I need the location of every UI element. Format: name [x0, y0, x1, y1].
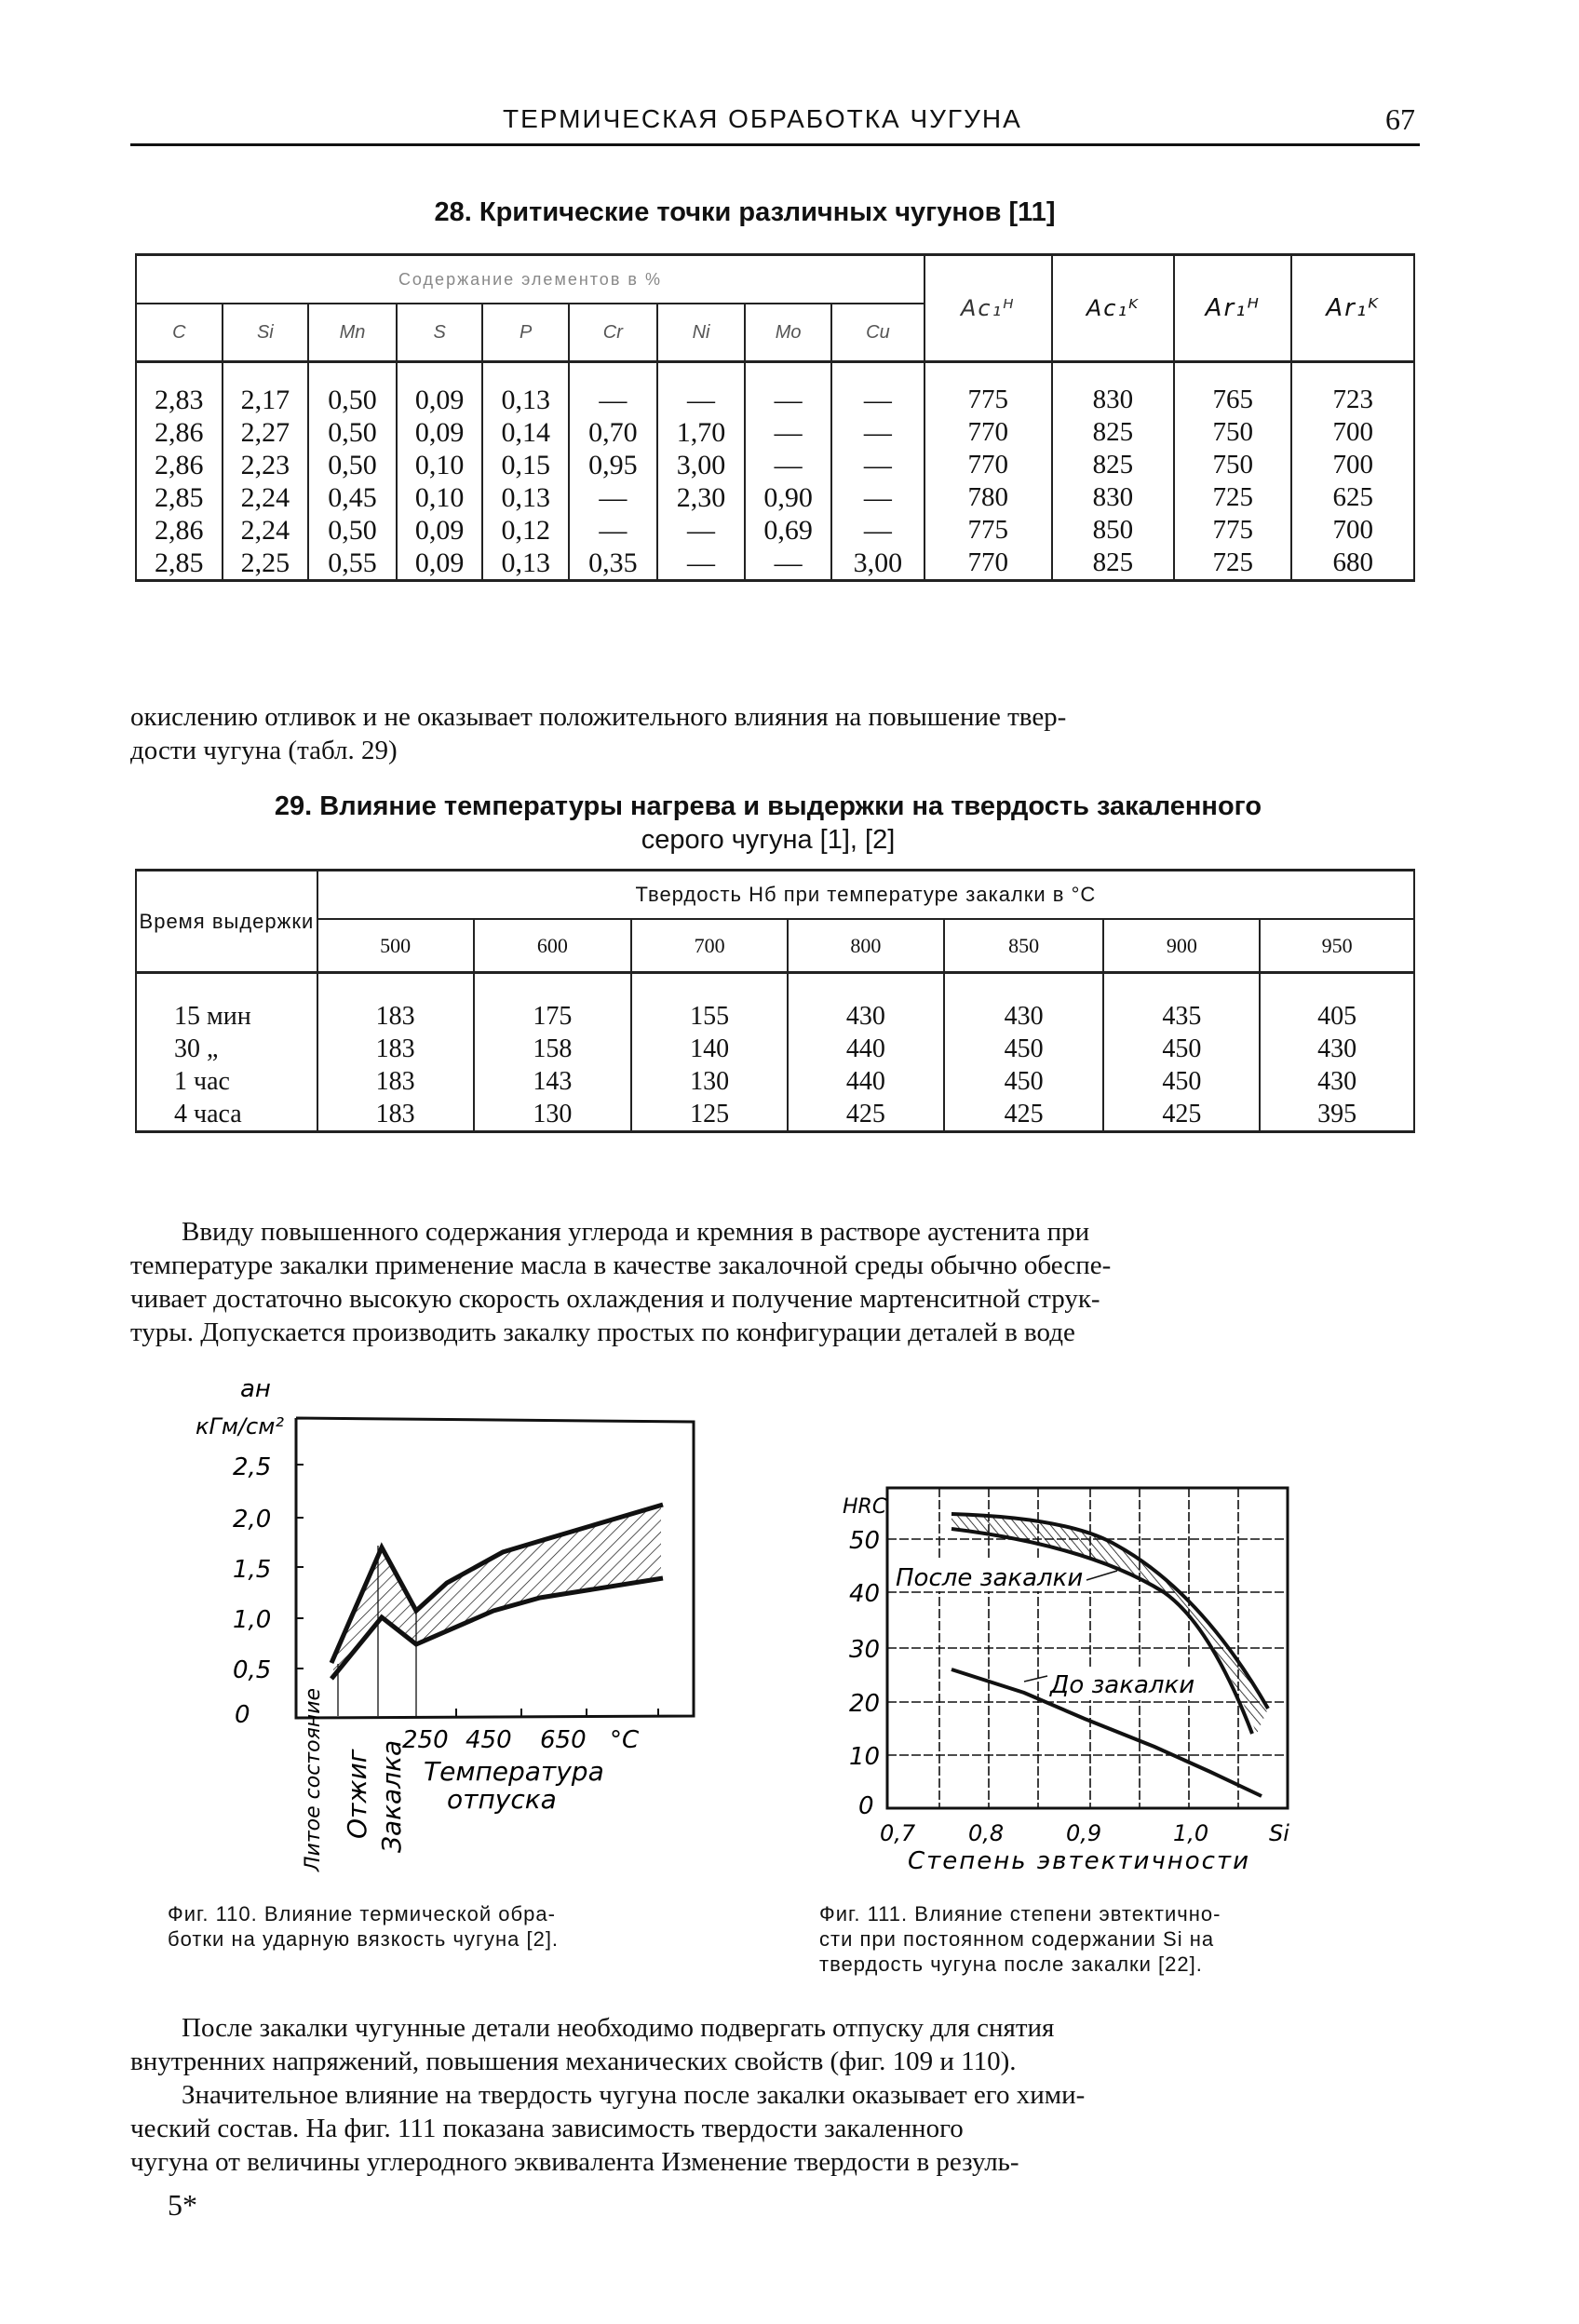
page-number: 67 — [1385, 102, 1415, 136]
table29-value: 450 — [1162, 1034, 1202, 1063]
table28-value: — — [863, 385, 892, 415]
paragraph-2 — [130, 1215, 1420, 1349]
table28-value: 0,50 — [328, 385, 377, 415]
table28-value: 2,86 — [155, 515, 204, 546]
table28 — [135, 253, 1415, 582]
table29-time: 15 мин — [174, 1002, 251, 1031]
table28-value: 725 — [1212, 547, 1254, 577]
table28-value: 770 — [967, 417, 1009, 447]
table28-col-4: P — [482, 304, 569, 362]
table28-col-9: Ac₁ᴴ — [924, 255, 1052, 362]
running-head-title: ТЕРМИЧЕСКАЯ ОБРАБОТКА ЧУГУНА — [503, 104, 1022, 133]
table29-value: 155 — [690, 1002, 730, 1031]
fig111-label-after: После закалки — [896, 1564, 1084, 1592]
table29-temp-header: 500 — [317, 919, 474, 973]
table28-value: 3,00 — [853, 547, 903, 578]
table28-value: — — [863, 450, 892, 480]
table28-column-cell — [831, 362, 924, 581]
table28-value: 0,15 — [501, 450, 550, 480]
figure-110-caption — [168, 1901, 726, 1952]
fig111-label-before: До закалки — [1050, 1671, 1195, 1699]
table28-value: 2,23 — [240, 450, 290, 480]
table29-value: 450 — [1004, 1067, 1044, 1096]
fig110-ytick-5: 0 — [235, 1701, 250, 1729]
table28-value: 0,50 — [328, 450, 377, 480]
table29-value: 440 — [845, 1034, 885, 1063]
figure-110-caption-line-1: Фиг. 110. Влияние термической обра- — [168, 1902, 556, 1925]
figure-110-caption-line-2: ботки на ударную вязкость чугуна [2]. — [168, 1927, 560, 1951]
paragraph-2-line-4: туры. Допускается производить закалку простых по конфигурации деталей в воде — [130, 1317, 1075, 1347]
table28-value: 825 — [1092, 547, 1134, 577]
table28-value: 0,09 — [414, 385, 465, 415]
paragraph-4-line-2: ческий состав. На фиг. 111 показана зависимость твердости закаленного — [130, 2114, 964, 2143]
table29-column-cell — [944, 973, 1104, 1132]
table28-value: 0,13 — [501, 547, 550, 578]
fig110-xlabel-line-2: отпуска — [447, 1784, 557, 1815]
fig111-xtick-4: Si — [1269, 1820, 1289, 1846]
table29-value: 430 — [1317, 1034, 1357, 1063]
table28-value: 0,14 — [501, 417, 550, 448]
table28-value: 750 — [1212, 417, 1254, 447]
paragraph-1 — [130, 700, 1415, 767]
fig110-ytick-4: 0,5 — [233, 1656, 272, 1684]
fig110-xtick-1: 450 — [466, 1726, 512, 1754]
fig110-xtick-0: 250 — [402, 1726, 449, 1754]
fig110-ytick-2: 1,5 — [233, 1556, 272, 1584]
fig110-state-annealed: Отжиг — [342, 1749, 372, 1839]
table28-value: 723 — [1332, 385, 1373, 414]
table29-value: 395 — [1317, 1100, 1357, 1128]
table28-column-cell — [1291, 362, 1414, 581]
table28-value: — — [599, 515, 628, 546]
fig111-xtick-1: 0,8 — [968, 1820, 1005, 1846]
figure-111-caption — [819, 1901, 1397, 1977]
table28-value: 680 — [1332, 547, 1373, 577]
table28-value: — — [687, 547, 716, 578]
table28-value: 2,24 — [240, 515, 290, 546]
table28-value: — — [863, 515, 892, 546]
fig111-xtick-3: 1,0 — [1173, 1820, 1209, 1846]
table28-value: 2,24 — [240, 482, 290, 513]
table28-col-6: Ni — [657, 304, 746, 362]
paragraph-2-line-3: чивает достаточно высокую скорость охлаждения и получение мартенситной струк- — [130, 1284, 1100, 1314]
paragraph-3 — [130, 2011, 1420, 2179]
table28-value: 700 — [1332, 417, 1373, 447]
table28-value: — — [863, 482, 892, 513]
table28-value: — — [599, 482, 628, 513]
table28-value: 1,70 — [676, 417, 726, 448]
figure-111-caption-line-3: твердость чугуна после закалки [22]. — [819, 1952, 1203, 1976]
fig111-ytick-1: 40 — [849, 1580, 881, 1608]
table29-value: 440 — [845, 1067, 885, 1096]
table28-col-3: S — [397, 304, 483, 362]
table29-value: 450 — [1162, 1067, 1202, 1096]
table28-value: 775 — [967, 515, 1009, 545]
table29-column-cell — [474, 973, 632, 1132]
table28-value: 2,27 — [240, 417, 290, 448]
table29-column-cell — [788, 973, 944, 1132]
table28-col-5: Cr — [569, 304, 657, 362]
fig110-ylabel-unit: кГм/см² — [196, 1413, 284, 1439]
table28-value: 0,10 — [414, 450, 465, 480]
fig111-ytick-2: 30 — [849, 1636, 881, 1664]
table28-column-cell — [482, 362, 569, 581]
table29-column-cell — [1103, 973, 1260, 1132]
fig111-xtick-0: 0,7 — [880, 1820, 916, 1846]
table28-value: 0,35 — [588, 547, 638, 578]
table28-column-cell — [745, 362, 831, 581]
fig110-xlabel-line-1: Температура — [424, 1756, 604, 1787]
fig110-ytick-0: 2,5 — [233, 1453, 272, 1481]
table28-col-11: Ar₁ᴴ — [1174, 255, 1291, 362]
table28-value: 0,50 — [328, 417, 377, 448]
fig110-ytick-3: 1,0 — [233, 1606, 272, 1634]
fig110-xtick-2: 650 — [540, 1726, 587, 1754]
figure-110-chart — [158, 1359, 736, 1881]
table28-col-0: C — [136, 304, 223, 362]
table29-value: 183 — [375, 1100, 415, 1128]
table28-value: — — [599, 385, 628, 415]
table28-col-8: Cu — [831, 304, 924, 362]
table28-column-cell — [657, 362, 746, 581]
table28-value: 775 — [1212, 515, 1254, 545]
table29-caption-line-2: серого чугуна [1], [2] — [641, 825, 896, 855]
table28-value: 700 — [1332, 450, 1373, 480]
table28-value: 0,95 — [588, 450, 638, 480]
table29-value: 435 — [1162, 1002, 1202, 1031]
paragraph-3-line-1: После закалки чугунные детали необходимо подвергать отпуску для снятия — [182, 2013, 1055, 2043]
table28-col-7: Mo — [745, 304, 831, 362]
table28-column-cell — [1174, 362, 1291, 581]
table28-col-1: Si — [223, 304, 309, 362]
table29-value: 430 — [1317, 1067, 1357, 1096]
table28-column-cell — [924, 362, 1052, 581]
table29-row-header: Время выдержки — [136, 871, 317, 973]
table28-value: 0,55 — [328, 547, 377, 578]
table29-temp-header: 700 — [631, 919, 788, 973]
table28-value: 780 — [967, 482, 1009, 512]
table28-value: 775 — [967, 385, 1009, 414]
table29-value: 183 — [375, 1034, 415, 1063]
table28-value: 0,13 — [501, 482, 550, 513]
paragraph-3-line-2: внутренних напряжений, повышения механических свойств (фиг. 109 и 110). — [130, 2047, 1017, 2076]
table28-column-cell — [308, 362, 397, 581]
table28-value: 825 — [1092, 450, 1134, 480]
table29-value: 125 — [690, 1100, 730, 1128]
table29-value: 425 — [1004, 1100, 1044, 1128]
table29-column-cell — [317, 973, 474, 1132]
table28-value: 0,10 — [414, 482, 465, 513]
table28-value: 2,17 — [240, 385, 290, 415]
table28-column-cell — [136, 362, 223, 581]
paragraph-4-line-1: Значительное влияние на твердость чугуна после закалки оказывает его хими- — [182, 2080, 1086, 2110]
table29-temp-header: 600 — [474, 919, 632, 973]
fig110-ylabel-top: aн — [240, 1375, 271, 1403]
table29-time: 1 час — [174, 1067, 230, 1096]
paragraph-2-line-2: температуре закалки применение масла в качестве закалочной среды обычно обеспе- — [130, 1250, 1112, 1280]
table28-value: 0,09 — [414, 547, 465, 578]
table29-value: 425 — [845, 1100, 885, 1128]
table28-value: 825 — [1092, 417, 1134, 447]
table28-body — [136, 362, 1414, 581]
table28-value: 0,09 — [414, 417, 465, 448]
table28-value: 2,30 — [676, 482, 726, 513]
table28-value: 0,70 — [588, 417, 638, 448]
table29-temp-header: 950 — [1260, 919, 1414, 973]
table28-column-cell — [223, 362, 309, 581]
table28-value: 0,13 — [501, 385, 550, 415]
table28-value: 2,85 — [155, 547, 204, 578]
table28-caption: 28. Критические точки различных чугунов [11] — [434, 197, 1056, 227]
table29-temp-header: 800 — [788, 919, 944, 973]
running-head — [130, 104, 1434, 142]
table29-time-cell — [136, 973, 317, 1132]
table29-value: 183 — [375, 1067, 415, 1096]
table28-value: 0,45 — [328, 482, 377, 513]
fig110-ytick-1: 2,0 — [233, 1506, 272, 1534]
signature-mark: 5* — [168, 2188, 197, 2222]
fig111-ytick-0: 50 — [849, 1527, 881, 1555]
table29-temps-row — [136, 919, 1414, 973]
table29 — [135, 869, 1415, 1133]
table28-value: 750 — [1212, 450, 1254, 480]
table28-value: — — [687, 515, 716, 546]
table28-value: 770 — [967, 450, 1009, 480]
table29-value: 175 — [533, 1002, 573, 1031]
table28-value: — — [774, 385, 803, 415]
paragraph-1-line-1: окислению отливок и не оказывает положительного влияния на повышение твер- — [130, 702, 1067, 732]
table29-body — [136, 973, 1414, 1132]
paragraph-4-line-3: чугуна от величины углеродного эквивалента Изменение твердости в резуль- — [130, 2147, 1019, 2177]
table29-column-cell — [631, 973, 788, 1132]
table29-value: 143 — [533, 1067, 573, 1096]
table28-value: 0,09 — [414, 515, 465, 546]
figure-111-chart — [810, 1462, 1331, 1871]
table28-value: 700 — [1332, 515, 1373, 545]
table28-value: 2,86 — [155, 417, 204, 448]
table28-value: 0,50 — [328, 515, 377, 546]
table28-value: 2,83 — [155, 385, 204, 415]
fig111-xlabel: Степень эвтектичности — [908, 1847, 1250, 1871]
table29-caption — [186, 790, 1350, 857]
table28-value: — — [774, 450, 803, 480]
table28-value: — — [863, 417, 892, 448]
table28-column-cell — [1052, 362, 1175, 581]
table29-value: 158 — [533, 1034, 573, 1063]
figure-111-caption-line-2: сти при постоянном содержании Si на — [819, 1927, 1215, 1951]
table28-value: 0,90 — [763, 482, 813, 513]
table28-value: — — [774, 417, 803, 448]
table29-time: 4 часа — [174, 1100, 242, 1128]
fig111-ylabel: HRC — [843, 1495, 887, 1519]
table28-group-header: Содержание элементов в % — [136, 255, 924, 304]
table28-value: — — [687, 385, 716, 415]
table28-value: 0,12 — [501, 515, 550, 546]
figure-111-caption-line-1: Фиг. 111. Влияние степени эвтектично- — [819, 1902, 1221, 1925]
table28-column-cell — [397, 362, 483, 581]
table28-value: 2,25 — [240, 547, 290, 578]
header-rule — [130, 143, 1420, 146]
table29-time: 30 „ — [174, 1034, 219, 1063]
table28-value: 725 — [1212, 482, 1254, 512]
table29-temp-header: 900 — [1103, 919, 1260, 973]
table28-value: 0,69 — [763, 515, 813, 546]
table28-value: 2,86 — [155, 450, 204, 480]
table28-value: 830 — [1092, 385, 1134, 414]
fig111-ytick-5: 0 — [858, 1792, 874, 1820]
table29-value: 405 — [1317, 1002, 1357, 1031]
table29-column-cell — [1260, 973, 1414, 1132]
table29-value: 430 — [845, 1002, 885, 1031]
table29-value: 183 — [375, 1002, 415, 1031]
table28-col-10: Ac₁ᴷ — [1052, 255, 1175, 362]
paragraph-2-line-1: Ввиду повышенного содержания углерода и кремния в растворе аустенита при — [182, 1217, 1090, 1247]
table28-value: 850 — [1092, 515, 1134, 545]
table28-value: 770 — [967, 547, 1009, 577]
fig110-xtick-3: °C — [610, 1726, 640, 1754]
table29-value: 430 — [1004, 1002, 1044, 1031]
table29-group-header: Твердость Hб при температуре закалки в °С — [317, 871, 1414, 920]
table28-value: 2,85 — [155, 482, 204, 513]
fig110-state-cast: Литое состояние — [302, 1687, 325, 1871]
table28-column-cell — [569, 362, 657, 581]
fig111-ytick-4: 10 — [849, 1743, 881, 1771]
fig111-xtick-2: 0,9 — [1066, 1820, 1102, 1846]
table29-value: 140 — [690, 1034, 730, 1063]
table29-value: 130 — [533, 1100, 573, 1128]
table28-value: 3,00 — [676, 450, 726, 480]
paragraph-1-line-2: дости чугуна (табл. 29) — [130, 736, 398, 765]
table29-caption-line-1: 29. Влияние температуры нагрева и выдержки на твердость закаленного — [274, 791, 1262, 821]
table28-value: 830 — [1092, 482, 1134, 512]
table28-col-2: Mn — [308, 304, 397, 362]
table28-value: 625 — [1332, 482, 1373, 512]
table28-value: 765 — [1212, 385, 1254, 414]
table28-col-12: Ar₁ᴷ — [1291, 255, 1414, 362]
fig110-state-quenched: Закалка — [376, 1739, 407, 1853]
fig111-ytick-3: 20 — [849, 1690, 881, 1718]
table29-value: 450 — [1004, 1034, 1044, 1063]
table29-temp-header: 850 — [944, 919, 1104, 973]
table29-value: 130 — [690, 1067, 730, 1096]
table28-value: — — [774, 547, 803, 578]
table29-value: 425 — [1162, 1100, 1202, 1128]
